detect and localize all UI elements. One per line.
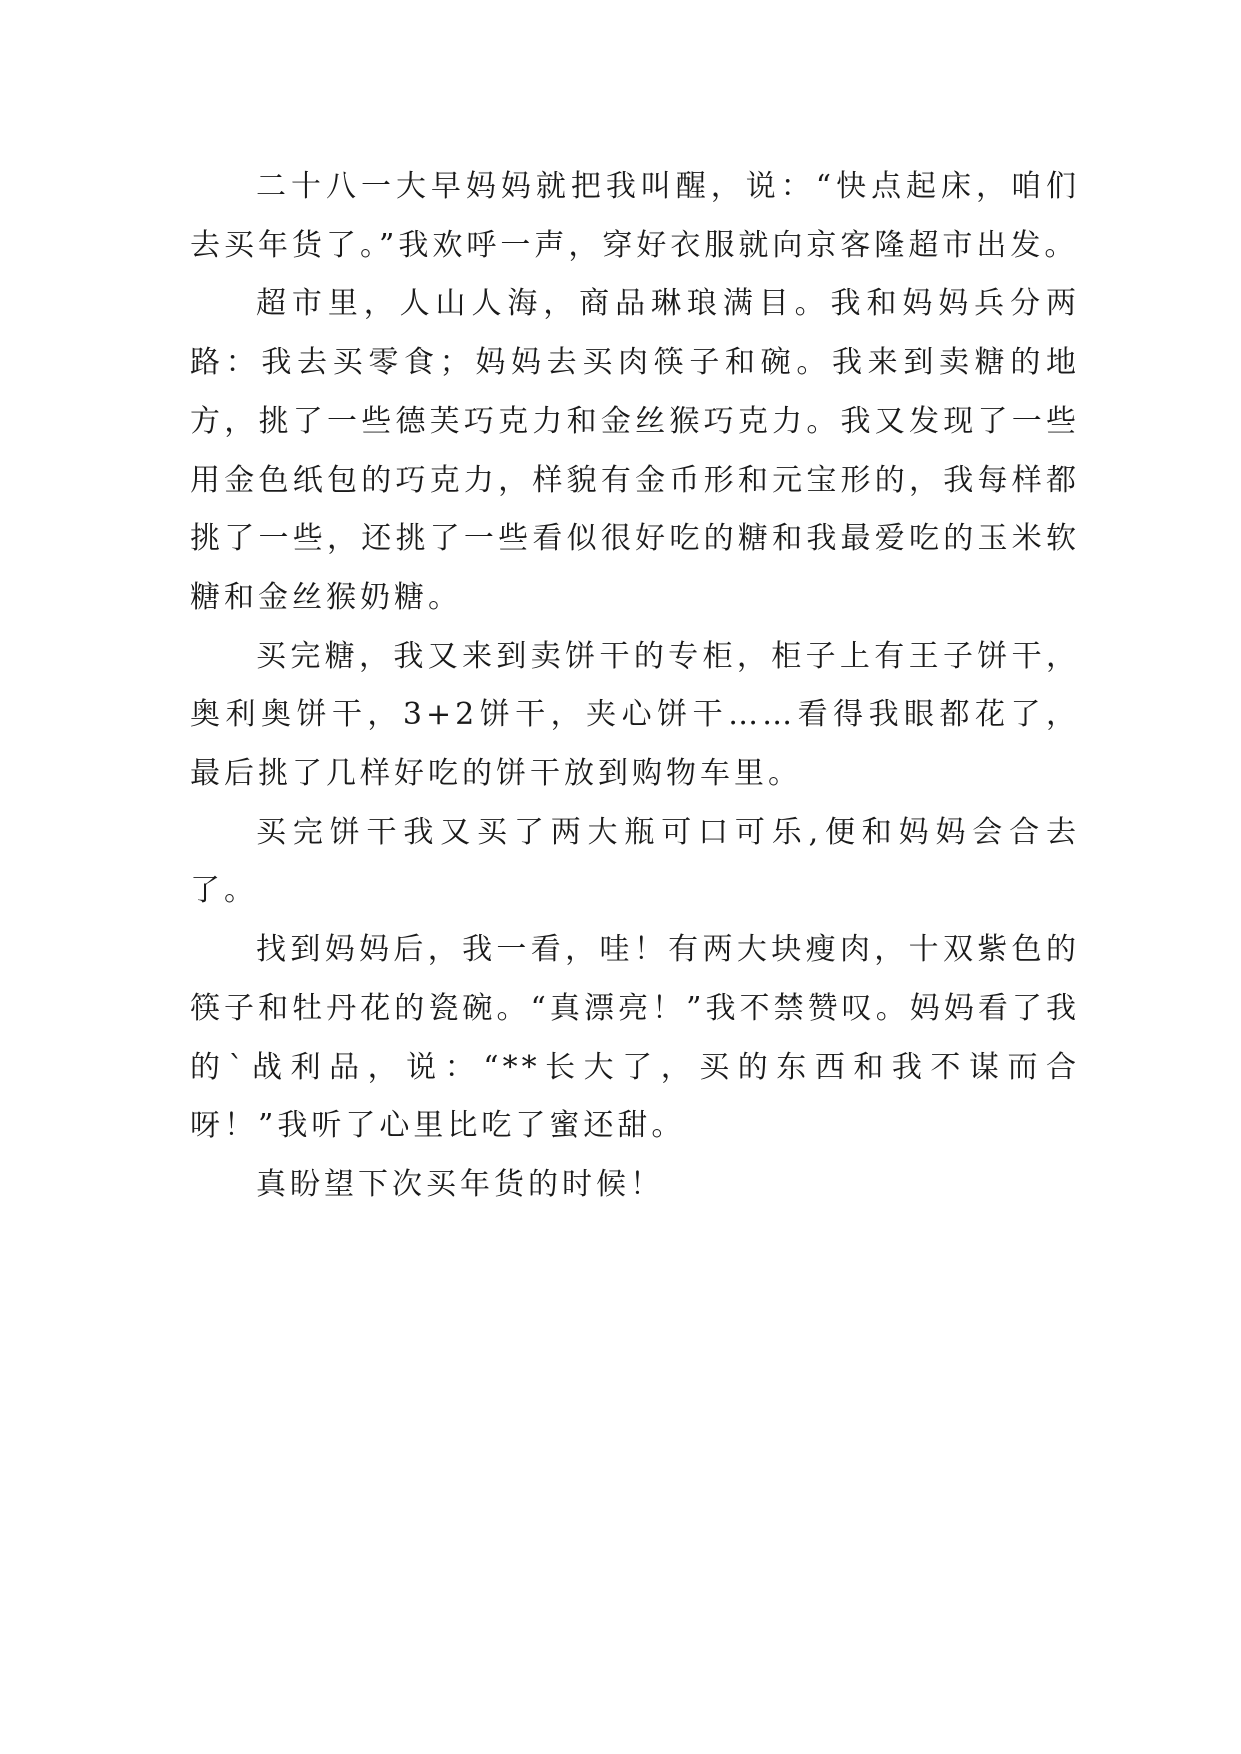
essay-body [190, 158, 1080, 1215]
paragraph-3: 买完糖，我又来到卖饼干的专柜，柜子上有王子饼干，奥利奥饼干，3+2饼干，夹心饼干……看得我眼都花了，最后挑了几样好吃的饼干放到购物车里。 [190, 638, 1080, 792]
paragraph-1: 二十八一大早妈妈就把我叫醒，说：“快点起床，咱们去买年货了。”我欢呼一声，穿好衣服就向京客隆超市出发。 [190, 169, 1080, 263]
paragraph-4: 买完饼干我又买了两大瓶可口可乐,便和妈妈会合去了。 [190, 814, 1080, 909]
paragraph-5: 找到妈妈后，我一看，哇！有两大块瘦肉，十双紫色的筷子和牡丹花的瓷碗。“真漂亮！”我不禁赞叹。妈妈看了我的`战利品，说：“**长大了，买的东西和我不谋而合呀！”我听了心里比吃了蜜还甜。 [190, 932, 1080, 1144]
paragraph-2: 超市里，人山人海，商品琳琅满目。我和妈妈兵分两路：我去买零食；妈妈去买肉筷子和碗。我来到卖糖的地方，挑了一些德芙巧克力和金丝猴巧克力。我又发现了一些用金色纸包的巧克力，样貌有金币形和元宝形的，我每样都挑了一些，还挑了一些看似很好吃的糖和我最爱吃的玉米软糖和金丝猴奶糖。 [190, 286, 1080, 615]
paragraph-6: 真盼望下次买年货的时候！ [256, 1166, 664, 1202]
